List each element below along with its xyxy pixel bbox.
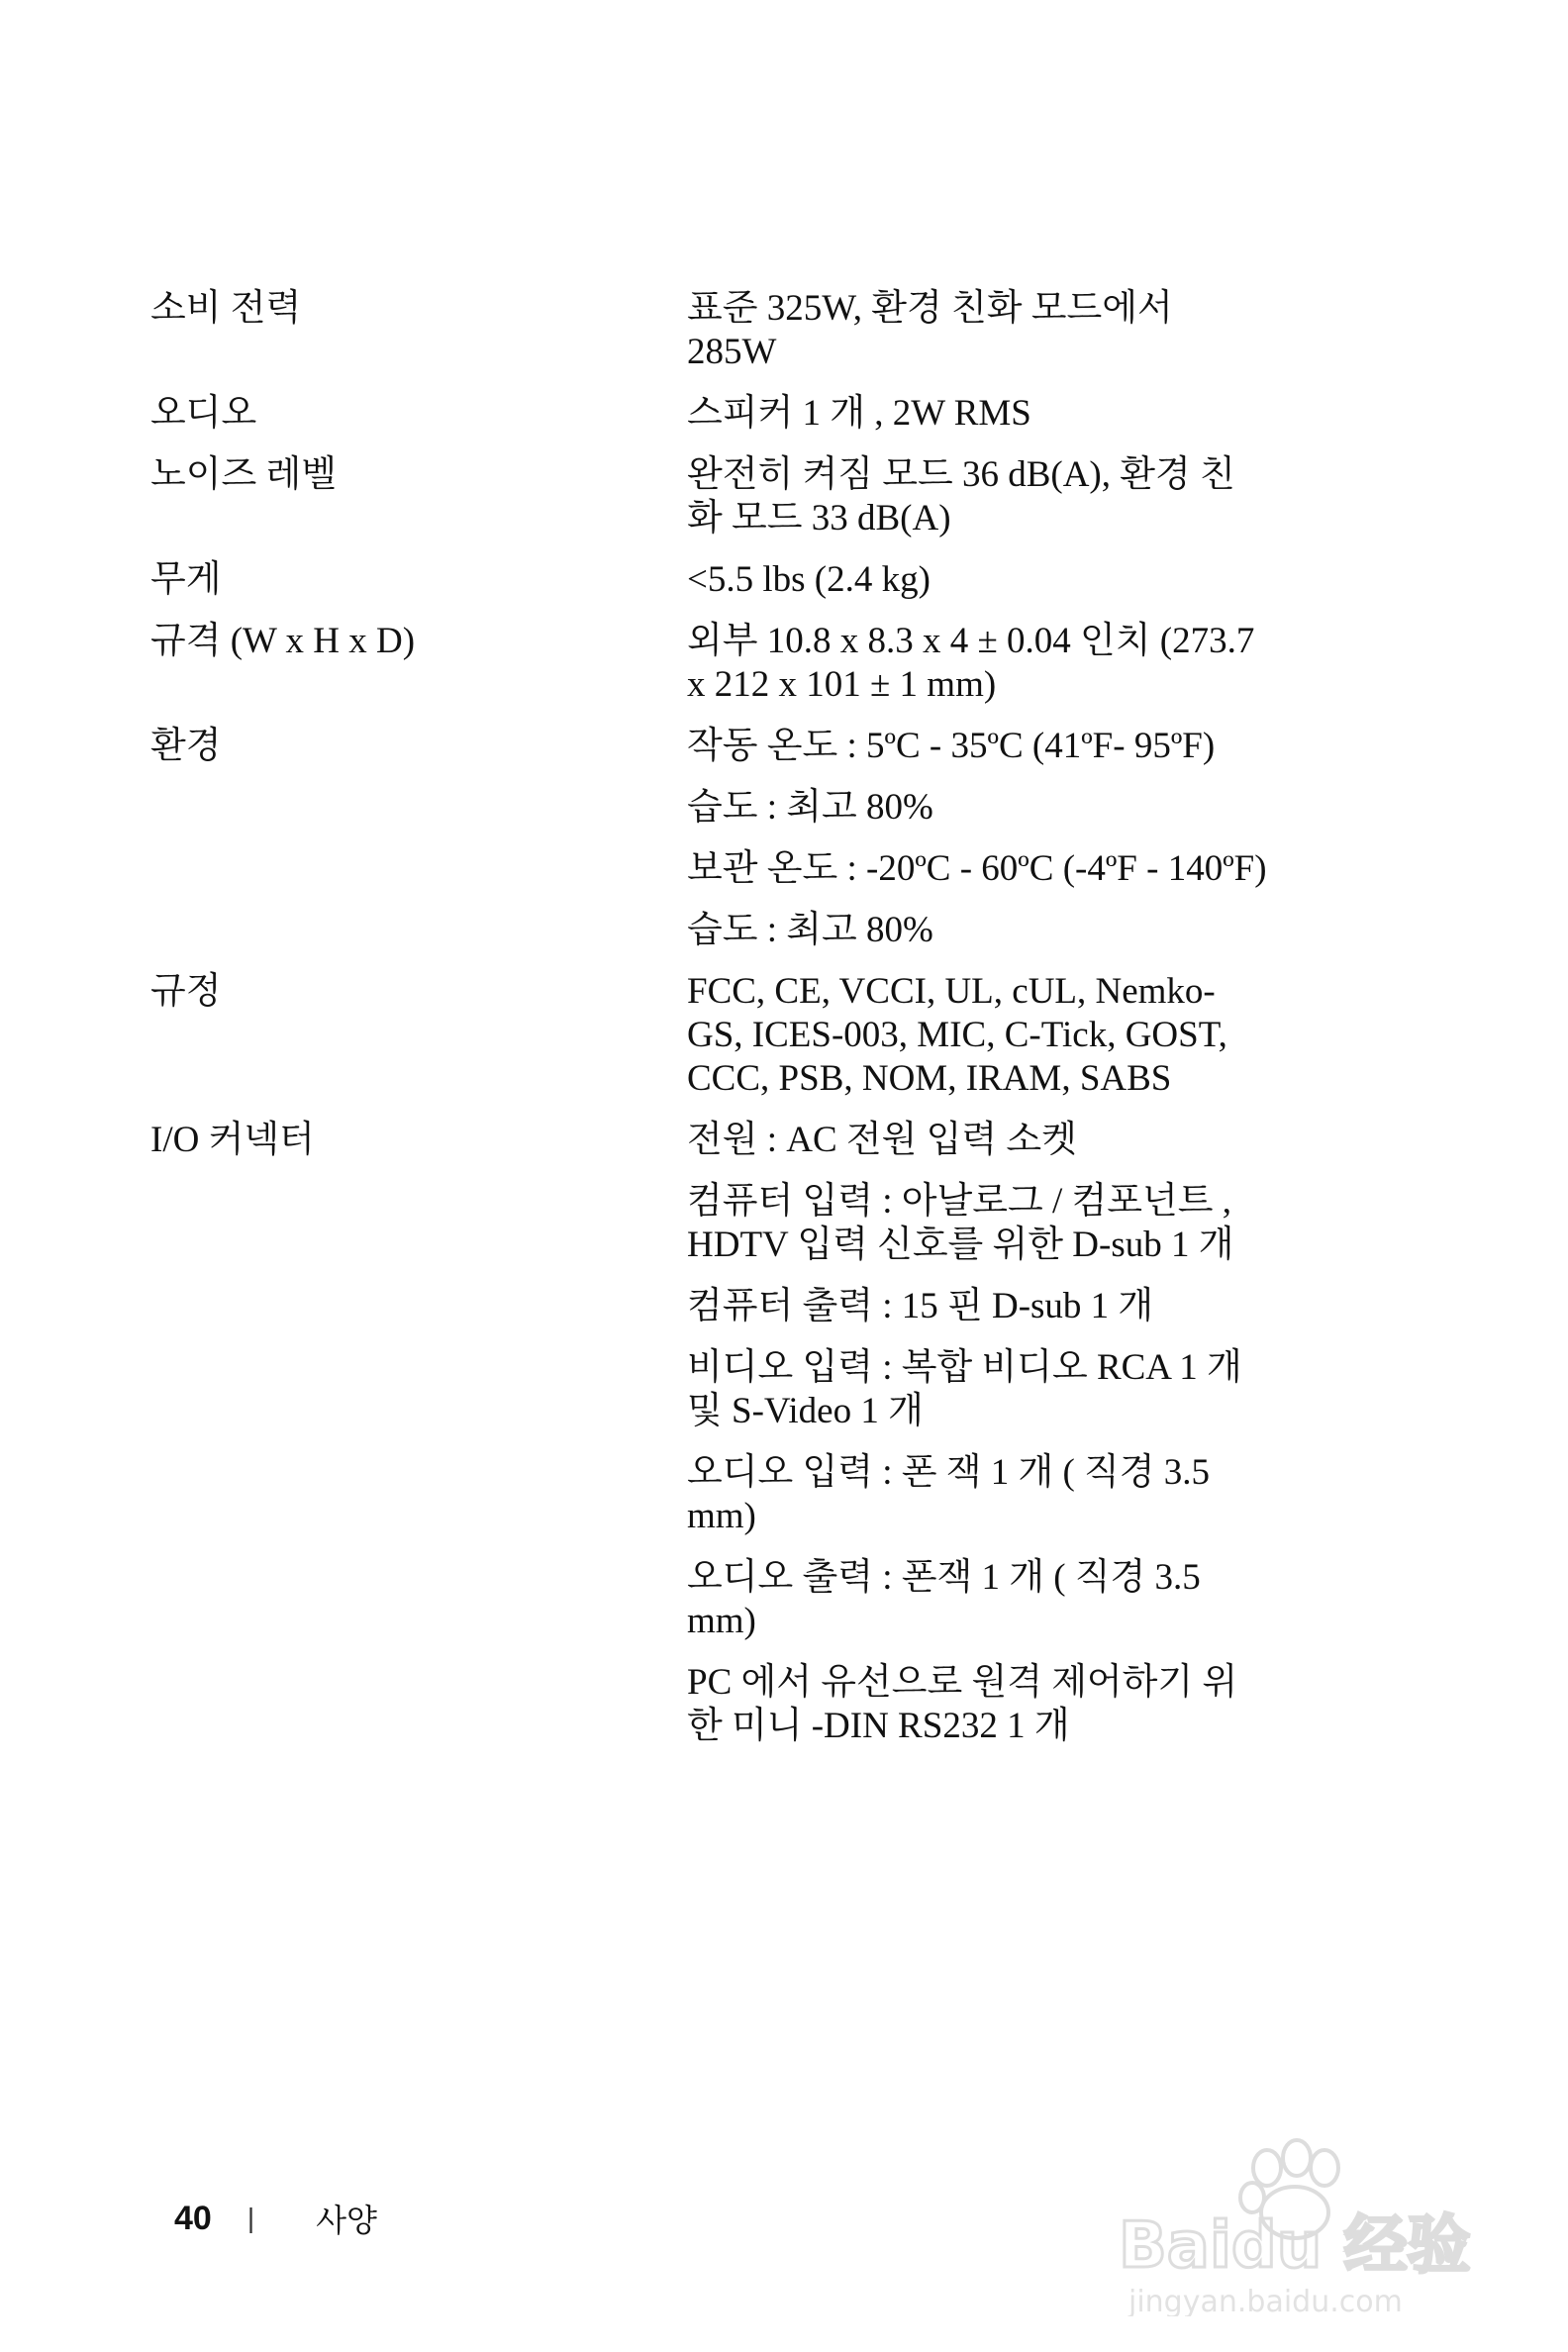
svg-text:jingyan.baidu.com: jingyan.baidu.com bbox=[1128, 2285, 1403, 2316]
spec-value: 습도 : 최고 80% bbox=[687, 910, 933, 950]
footer-separator: | bbox=[246, 2203, 255, 2233]
spec-value: 오디오 출력 : 폰잭 1 개 ( 직경 3.5 mm) bbox=[687, 1557, 1201, 1641]
spec-value: PC 에서 유선으로 원격 제어하기 위한 미니 -DIN RS232 1 개 bbox=[687, 1662, 1238, 1746]
spec-value: 오디오 입력 : 폰 잭 1 개 ( 직경 3.5 mm) bbox=[687, 1452, 1211, 1536]
spec-value: FCC, CE, VCCI, UL, cUL, Nemko-GS, ICES-003, MIC, C-Tick, GOST, CCC, PSB, NOM, IRAM, SABS bbox=[687, 971, 1227, 1099]
spec-value: 완전히 켜짐 모드 36 dB(A), 환경 친화 모드 33 dB(A) bbox=[687, 454, 1235, 539]
baidu-watermark-logo bbox=[1109, 2118, 1475, 2316]
spec-label: 규격 (W x H x D) bbox=[150, 621, 416, 661]
spec-row-audio bbox=[150, 392, 1269, 436]
spec-label: 규정 bbox=[150, 971, 222, 1012]
spec-row-io-connectors bbox=[150, 1119, 1269, 1748]
page-footer bbox=[174, 2196, 377, 2241]
spec-value: 컴퓨터 출력 : 15 핀 D-sub 1 개 bbox=[687, 1286, 1154, 1326]
spec-label: 무게 bbox=[150, 559, 222, 600]
spec-value: 작동 온도 : 5ºC - 35ºC (41ºF- 95ºF) bbox=[687, 726, 1216, 766]
spec-label: 환경 bbox=[150, 726, 222, 766]
section-title: 사양 bbox=[316, 2202, 377, 2239]
spec-value: 비디오 입력 : 복합 비디오 RCA 1 개 및 S-Video 1 개 bbox=[687, 1347, 1242, 1431]
spec-value: 컴퓨터 입력 : 아날로그 / 컴포넌트 , HDTV 입력 신호를 위한 D-sub 1 개 bbox=[687, 1181, 1234, 1265]
spec-table bbox=[150, 287, 1269, 1766]
spec-label: 소비 전력 bbox=[150, 288, 302, 329]
spec-label: 오디오 bbox=[150, 393, 257, 434]
spec-row-noise bbox=[150, 453, 1269, 540]
spec-row-environment bbox=[150, 725, 1269, 952]
spec-value: 전원 : AC 전원 입력 소켓 bbox=[687, 1120, 1077, 1160]
spec-value: 스피커 1 개 , 2W RMS bbox=[687, 393, 1031, 434]
spec-label: I/O 커넥터 bbox=[150, 1120, 315, 1160]
spec-value: 표준 325W, 환경 친화 모드에서 285W bbox=[687, 288, 1173, 372]
spec-label: 노이즈 레벨 bbox=[150, 454, 337, 495]
spec-row-power bbox=[150, 287, 1269, 374]
spec-value: 습도 : 최고 80% bbox=[687, 787, 933, 828]
spec-row-dimensions bbox=[150, 620, 1269, 707]
spec-value: <5.5 lbs (2.4 kg) bbox=[687, 559, 931, 600]
spec-row-weight bbox=[150, 558, 1269, 602]
page-number: 40 bbox=[174, 2199, 212, 2237]
spec-value: 외부 10.8 x 8.3 x 4 ± 0.04 인치 (273.7 x 212 x 101 ± 1 mm) bbox=[687, 621, 1255, 705]
spec-value: 보관 온도 : -20ºC - 60ºC (-4ºF - 140ºF) bbox=[687, 848, 1267, 889]
svg-text:Baidu 经验: Baidu 经验 bbox=[1119, 2209, 1471, 2283]
spec-row-regulatory bbox=[150, 970, 1269, 1101]
